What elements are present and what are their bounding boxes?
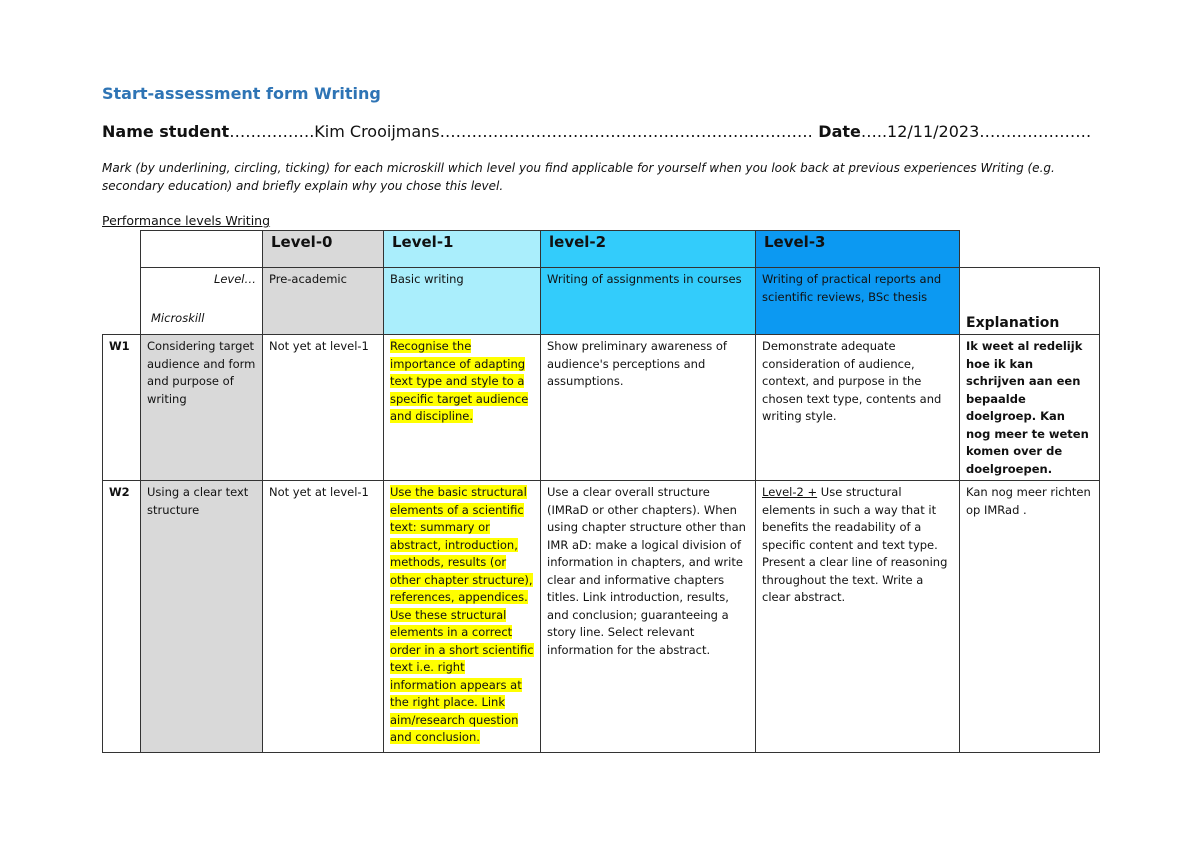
level-2-description: Writing of assignments in courses xyxy=(541,268,756,335)
level-1-header: Level-1 xyxy=(384,231,541,268)
date-label: Date xyxy=(812,122,861,141)
dots: ……………. xyxy=(229,122,315,141)
level-0-cell[interactable]: Not yet at level-1 xyxy=(263,481,384,753)
level-2-cell[interactable]: Use a clear overall structure (IMRaD or other chapters). When using chapter structure other than IMR aD: make a logical division of information in chapters, and write clear and informative chapters titles. Link introduction, results, and conclusion; guaranteeing a story line. Select relevant information for the abstract. xyxy=(541,481,756,753)
level-header-row xyxy=(103,231,1100,268)
microskill-label: Microskill xyxy=(151,310,205,325)
instructions: Mark (by underlining, circling, ticking) for each microskill which level you find applicable for yourself when you look back at previous experiences Writing (e.g. secondary education) and briefly explain why you chose this level. xyxy=(102,161,1055,193)
row-code: W1 xyxy=(103,335,141,481)
level-3-cell[interactable]: Demonstrate adequate consideration of audience, context, and purpose in the chosen text type, contents and writing style. xyxy=(756,335,960,481)
empty-cell xyxy=(141,231,263,268)
level-1-description: Basic writing xyxy=(384,268,541,335)
microskill-cell: Considering target audience and form and purpose of writing xyxy=(141,335,263,481)
empty-cell xyxy=(103,231,141,268)
dots: ……………………………………………………………. xyxy=(439,122,813,141)
student-line xyxy=(102,122,1091,141)
level-3-text: Use structural elements in such a way that it benefits the readability of a specific content and text type. Present a clear line of reasoning throughout the text. Write a clear abstract. xyxy=(762,485,948,604)
level-2-header: level-2 xyxy=(541,231,756,268)
form-title: Start-assessment form Writing xyxy=(102,84,381,103)
level-1-cell[interactable] xyxy=(384,481,541,753)
name-student-label: Name student xyxy=(102,122,230,141)
level-0-description: Pre-academic xyxy=(263,268,384,335)
empty-cell xyxy=(103,268,141,335)
level-3-cell[interactable] xyxy=(756,481,960,753)
level-0-cell[interactable]: Not yet at level-1 xyxy=(263,335,384,481)
empty-cell xyxy=(960,231,1100,268)
performance-heading: Performance levels Writing xyxy=(102,213,271,228)
level-2-cell[interactable]: Show preliminary awareness of audience's perceptions and assumptions. xyxy=(541,335,756,481)
microskill-cell: Using a clear text structure xyxy=(141,481,263,753)
level-2-plus-prefix: Level-2 + xyxy=(762,485,818,499)
dots: ………………… xyxy=(979,122,1092,141)
level-label: Level… xyxy=(213,272,256,286)
level-3-description: Writing of practical reports and scientific reviews, BSc thesis xyxy=(756,268,960,335)
level-description-row xyxy=(103,268,1100,335)
level-microskill-header xyxy=(141,268,263,335)
dots: ….. xyxy=(860,122,888,141)
student-name[interactable]: Kim Crooijmans xyxy=(314,122,440,141)
date-value[interactable]: 12/11/2023 xyxy=(887,122,980,141)
explanation-cell[interactable]: Ik weet al redelijk hoe ik kan schrijven aan een bepaalde doelgroep. Kan nog meer te weten komen over de doelgroepen. xyxy=(960,335,1100,481)
highlighted-text: Recognise the importance of adapting text type and style to a specific target audience and discipline. xyxy=(390,339,529,423)
highlighted-text: Use the basic structural elements of a scientific text: summary or abstract, introduction, methods, results (or other chapter structure), references, appendices. Use these structural elements in a correct order in a short scientific text i.e. right information appears at the right place. Link aim/research question and conclusion. xyxy=(390,485,534,744)
table-row xyxy=(103,335,1100,481)
level-1-cell[interactable] xyxy=(384,335,541,481)
explanation-cell[interactable]: Kan nog meer richten op IMRad . xyxy=(960,481,1100,753)
level-0-header: Level-0 xyxy=(263,231,384,268)
table-row xyxy=(103,481,1100,753)
explanation-header: Explanation xyxy=(960,268,1100,335)
level-3-header: Level-3 xyxy=(756,231,960,268)
row-code: W2 xyxy=(103,481,141,753)
assessment-table xyxy=(102,230,1100,753)
